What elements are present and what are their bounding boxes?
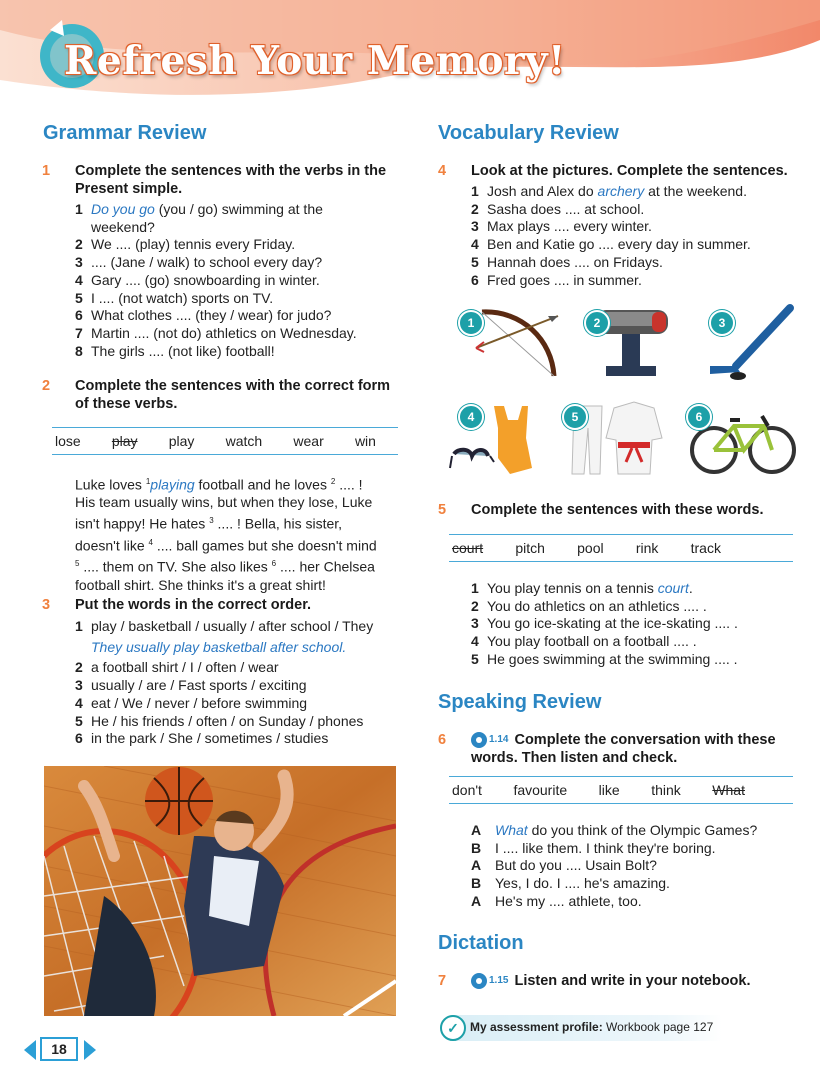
list-item: 6 Fred goes .... in summer. — [471, 271, 642, 288]
list-item: 1 play / basketball / usually / after school / They — [75, 618, 374, 634]
list-item: 1 You play tennis on a tennis court. — [471, 580, 693, 596]
basketball-photo — [44, 766, 396, 1016]
word-crossed: court — [452, 540, 484, 556]
task-3-items — [75, 618, 373, 748]
task-6-instruction: 6 1.14 Complete the conversation with these words. Then listen and check. — [438, 732, 776, 767]
task-5-items — [471, 580, 738, 669]
grammar-review-heading: Grammar Review — [43, 122, 207, 144]
word: think — [651, 782, 681, 798]
task-number: 1 — [42, 163, 51, 179]
picture-number-badge: 3 — [709, 310, 735, 336]
page-title: Refresh Your Memory! — [64, 38, 566, 84]
list-item: 4 Gary .... (go) snowboarding in winter. — [75, 271, 320, 288]
list-item: 4 eat / We / never / before swimming — [75, 694, 308, 711]
task-4-instruction: 4 Look at the pictures. Complete the sentences. — [438, 163, 788, 179]
word: rink — [635, 540, 659, 556]
dictation-heading: Dictation — [438, 932, 524, 954]
dialog-line: B I .... like them. I think they're boring. — [471, 839, 716, 856]
list-item: 8 The girls .... (not like) football! — [75, 342, 275, 359]
task-number: 3 — [42, 597, 51, 613]
list-item: 1 Do you go (you / go) swimming at the — [75, 201, 323, 217]
list-item: 4 Ben and Katie go .... every day in summer. — [471, 236, 751, 253]
list-item: 3 Max plays .... every winter. — [471, 218, 652, 235]
list-item: 5 He goes swimming at the swimming .... . — [471, 650, 738, 667]
word-box — [52, 427, 398, 455]
word-box — [449, 776, 793, 804]
task-1-instruction: 1 Complete the sentences with the verbs in the Present simple. — [42, 163, 387, 197]
list-item: 3 .... (Jane / walk) to school every day? — [75, 254, 323, 271]
task-3-instruction: 3 Put the words in the correct order. — [42, 597, 312, 613]
list-item: 5 I .... (not watch) sports on TV. — [75, 289, 274, 306]
list-item: 2 Sasha does .... at school. — [471, 200, 645, 217]
list-item: 3 You go ice-skating at the ice-skating .... . — [471, 615, 738, 632]
dialog-line: A But do you .... Usain Bolt? — [471, 857, 657, 874]
task-number: 6 — [438, 732, 447, 748]
word: play — [168, 433, 195, 449]
word: don't — [452, 782, 482, 798]
speaking-review-heading: Speaking Review — [438, 691, 602, 713]
assessment-text: My assessment profile: Workbook page 127 — [470, 1020, 714, 1034]
dialog-line: A What do you think of the Olympic Games? — [471, 822, 758, 838]
list-item: 5 Hannah does .... on Fridays. — [471, 253, 663, 270]
dialog-line: B Yes, I do. I .... he's amazing. — [471, 875, 670, 892]
vocabulary-review-heading: Vocabulary Review — [438, 122, 619, 144]
list-item: 6 in the park / She / sometimes / studies — [75, 730, 329, 747]
previous-page-arrow-icon[interactable] — [24, 1040, 36, 1060]
word: pitch — [515, 540, 545, 556]
dialog-line: A He's my .... athlete, too. — [471, 892, 642, 909]
checkmark-icon: ✓ — [440, 1015, 466, 1041]
list-item: 2 We .... (play) tennis every Friday. — [75, 236, 296, 253]
list-item: They usually play basketball after school. — [91, 638, 347, 655]
audio-track-icon[interactable]: 1.15 — [471, 972, 508, 990]
task-number: 5 — [438, 502, 447, 518]
list-item: 7 Martin .... (not do) athletics on Wednesday. — [75, 324, 357, 341]
task-5-instruction: 5 Complete the sentences with these words. — [438, 502, 764, 518]
task-number: 4 — [438, 163, 447, 179]
task-7-instruction: 7 1.15 Listen and write in your notebook. — [438, 973, 751, 989]
picture-number-badge: 1 — [458, 310, 484, 336]
list-item: 4 You play football on a football .... . — [471, 633, 697, 650]
word: watch — [225, 433, 263, 449]
picture-number-badge: 6 — [686, 404, 712, 430]
page-number: 18 — [40, 1037, 78, 1061]
word: track — [690, 540, 721, 556]
list-item: 2 You do athletics on an athletics .... . — [471, 597, 707, 614]
list-item: weekend? — [91, 218, 155, 235]
word-crossed: What — [712, 782, 745, 798]
word: wear — [293, 433, 324, 449]
word-box — [449, 534, 793, 562]
word: pool — [577, 540, 604, 556]
task-4-items — [471, 183, 751, 289]
task-1-items — [75, 201, 357, 360]
word: win — [354, 433, 376, 449]
word: favourite — [513, 782, 568, 798]
task-number: 2 — [42, 378, 51, 394]
list-item: 2 a football shirt / I / often / wear — [75, 659, 279, 676]
audio-track-icon[interactable]: 1.14 — [471, 731, 508, 749]
task-2-instruction: 2 Complete the sentences with the correct form of these verbs. — [42, 378, 391, 412]
list-item: 5 He / his friends / often / on Sunday / phones — [75, 712, 364, 729]
word: lose — [55, 433, 81, 449]
picture-number-badge: 5 — [562, 404, 588, 430]
task-number: 7 — [438, 973, 447, 989]
list-item: 3 usually / are / Fast sports / exciting — [75, 677, 307, 694]
task-2-paragraph: Luke loves $^1$playing football and he loves $^2$ .... ! His team usually wins, but when they lose, Luke isn't happy! He hates $^3$ .... ! Bella, his sister, doesn't like $^4$ .... ball games but she doesn't mind $^5$ .... them on TV. She also likes $^6$ .... her Chelsea football shirt. She thinks it's a great shirt! — [75, 476, 377, 593]
picture-number-badge: 2 — [584, 310, 610, 336]
conversation — [471, 822, 757, 911]
word-crossed: play — [111, 433, 138, 449]
picture-number-badge: 4 — [458, 404, 484, 430]
list-item: 1 Josh and Alex do archery at the weekend. — [471, 183, 747, 199]
word: like — [598, 782, 620, 798]
next-page-arrow-icon[interactable] — [84, 1040, 96, 1060]
list-item: 6 What clothes .... (they / wear) for judo? — [75, 307, 332, 324]
